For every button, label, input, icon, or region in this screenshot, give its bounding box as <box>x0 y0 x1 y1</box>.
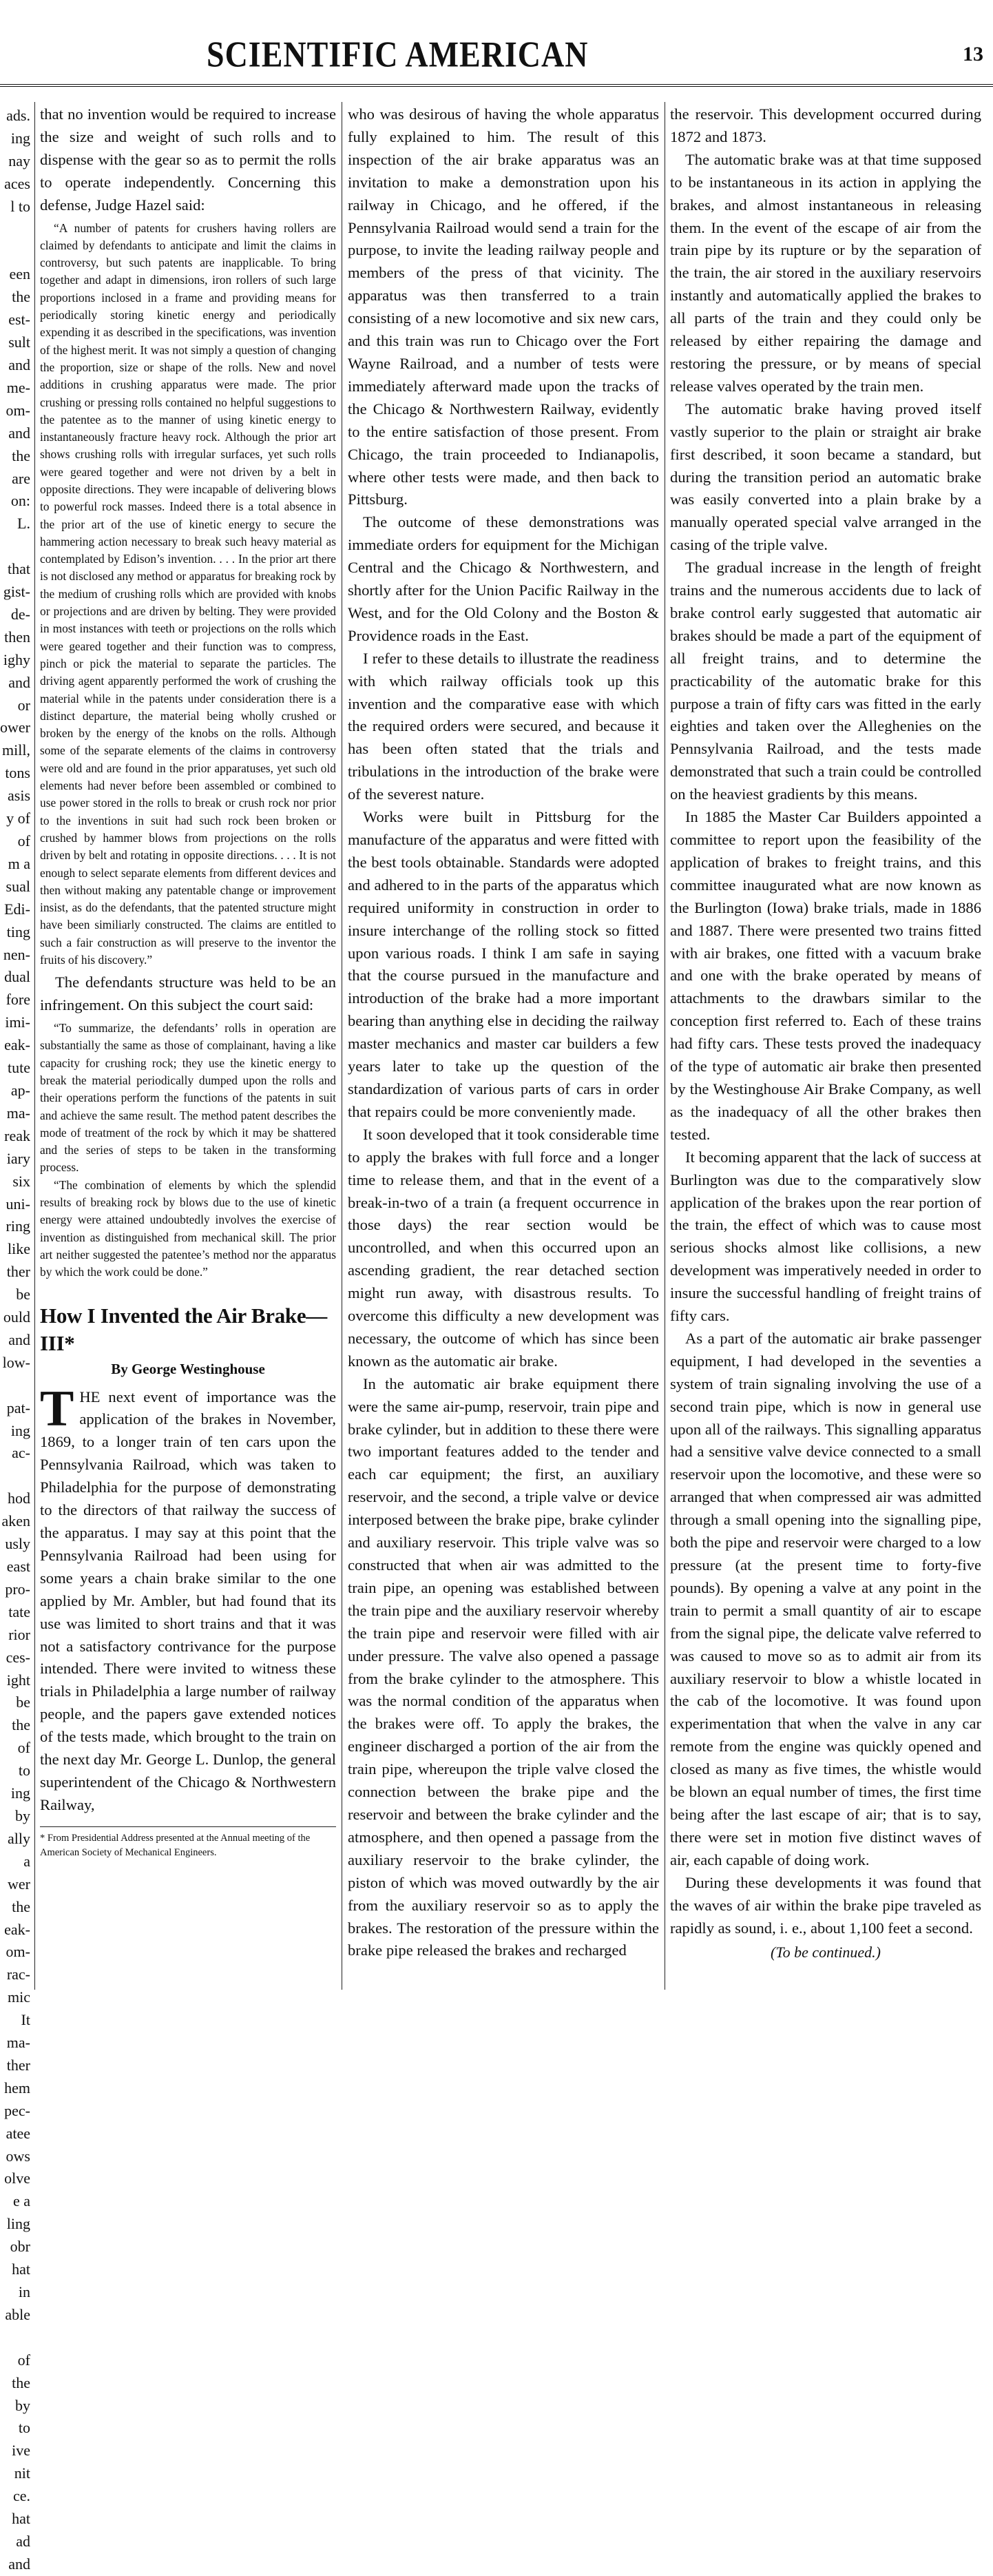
text-fragment: sult <box>8 333 30 351</box>
text-fragment: m a <box>8 854 30 872</box>
text-fragment: hat <box>12 2260 30 2278</box>
text-fragment: that <box>8 560 30 578</box>
text-fragment: om- <box>6 401 30 419</box>
paragraph: I refer to these details to illustrate the readiness with which railway officials took up this invention and the comparative ease with which the required orders were secured, and because it has been often stated that the trials and tribulations in the introduction of the brake were of the severest nature. <box>348 649 659 803</box>
paragraph: During these developments it was found that the waves of air within the brake pipe traveled as rapidly as sound, i. e., about 1,100 feet a second. <box>670 1873 981 1937</box>
text-fragment: six <box>12 1172 30 1190</box>
text-fragment: on: <box>10 492 30 510</box>
text-fragment: are <box>12 469 30 487</box>
text-fragment: aken <box>1 1512 30 1530</box>
text-fragment: mic <box>8 1988 30 2006</box>
text-fragment: wer <box>8 1875 30 1893</box>
text-fragment: It <box>21 2011 30 2029</box>
text-fragment: me- <box>6 378 30 396</box>
text-fragment: fore <box>6 991 30 1009</box>
column-1 <box>40 103 336 1991</box>
article-byline: By George Westinghouse <box>111 1360 265 1377</box>
paragraph: The automatic brake was at that time supposed to be instantaneous in its action in applying the brakes, and almost instantaneous in releasing them. In the event of the escape of air from the train pipe by its rupture or by the separation of the train, the air stored in the auxiliary reservoirs instantly and automatically applied the brakes to all parts of the train and they could only be released by either repairing the damage and restoring the pressure, or by means of special release valves operated by the train men. <box>670 150 981 395</box>
text-fragment: eak- <box>4 1920 30 1938</box>
text-fragment <box>0 1374 30 1397</box>
text-fragment: ower <box>0 719 30 736</box>
text-fragment: ap- <box>10 1081 30 1099</box>
text-fragment: ling <box>6 2215 30 2233</box>
paragraph: It becoming apparent that the lack of success at Burlington was due to the comparatively slow application of the brakes upon the rear portion of the train, the effect of which was to cause most serious shocks almost like collisions, a new development was imperatively needed in order to insure the successful handling of freight trains of fifty cars. <box>670 1148 981 1325</box>
text-fragment: ows <box>6 2147 30 2165</box>
text-fragment: ma- <box>6 2034 30 2052</box>
text-fragment: dual <box>4 968 30 986</box>
text-fragment: the <box>12 2373 30 2391</box>
text-fragment: to <box>18 2419 30 2437</box>
text-fragment: like <box>8 1240 30 1258</box>
text-fragment: usly <box>5 1535 30 1553</box>
paragraph: The outcome of these demonstrations was immediate orders for equipment for the Michigan Central and the Chicago & Northwestern, and shortly after for the Union Pacific Railway in the West, and for the Old Colony and the Boston & Providence roads in the East. <box>348 513 659 644</box>
text-fragment: be <box>16 1286 30 1304</box>
paragraph: that no invention would be required to increase the size and weight of such rolls and to dispense with the gear so as to permit the rolls to operate independently. Concerning this defense, Judge Hazel said: <box>40 105 336 214</box>
text-fragment: ces- <box>6 1648 30 1666</box>
text-fragment: hat <box>12 2510 30 2528</box>
text-fragment <box>0 218 30 241</box>
text-fragment: hem <box>4 2079 30 2096</box>
text-fragment: Edi- <box>4 900 30 918</box>
text-fragment: y of <box>6 810 30 827</box>
text-fragment: nit <box>14 2464 30 2482</box>
text-fragment: ight <box>6 1671 30 1689</box>
text-fragment: and <box>8 1330 30 1348</box>
text-fragment: and <box>8 673 30 691</box>
text-fragment: ads. <box>6 107 30 124</box>
text-fragment: ighy <box>3 650 30 668</box>
text-fragment: aces <box>4 174 30 192</box>
footnote: * From Presidential Address presented at the Annual meeting of the American Society of Mechanical Engineers. <box>40 1826 336 1860</box>
text-fragment: ring <box>6 1217 30 1235</box>
block-quote: “A number of patents for crushers having rollers are claimed by defendants to anticipate and limit the claims in controversy, but such patents are inapplicable. To bring together and adapt in dimensions, iron rollers of such large proportions inclosed in a frame and providing means for periodically storing kinetic energy and periodically expending it as described in the specifications, was invention of the highest merit. It was not simply a question of changing the proportion, size or shape of the rolls. New and novel additions in crushing apparatus were made. The prior crushing or pressing rolls contained no helpful suggestions to the patentee as to the manner of using kinetic energy to instantaneously fracture heavy rock. Although the prior art shows crushing rolls with irregular surfaces, yet such rolls were geared together and were not driven by a belt in opposite directions. They were incapable of delivering blows to powerful rock masses. Indeed there is a total absence in the prior art of the use of kinetic energy to secure the hammering action necessary to break such heavy material as contemplated by Edison’s invention. . . . In the prior art there is not disclosed any method or apparatus for breaking rock by the medium of crushing rolls which are provided with knobs or projections and are driven by belting. They were provided in most instances with teeth or projections on the rolls which were geared together and their function was to compress, pinch or pick the material to separate the particles. The driving agent apparently performed the work of crushing the material while in the patents under consideration there is a distinct departure, the material being wholly crushed or broken by the energy of the knobs on the rolls. Although some of the separate elements of the claims in controversy were old and are found in the prior apparatuses, yet such old elements had never before been assembled or combined to use power stored in the rolls to break or crush rock nor prior to the inventions in suit had such rock been broken or crushed by hammer blows from projections on the rolls driven by belt and rotating in opposite directions. . . . It is not enough to select separate elements from different devices and then without making any patentable change or improvement insist, as do the defendants, that the patented structure might have been similiarly constructed. The claims are entitled to such a fair construction as will preserve to the inventor the fruits of his discovery.” <box>40 220 336 967</box>
text-fragment <box>0 1465 30 1487</box>
paragraph: It soon developed that it took considerable time to apply the brakes with full force and a longer time to release them, and that in the event of a break-in-two of a train (a frequent occurrence in those days) the rear section would be uncontrolled, and when this occurred upon an ascending gradient, the rear detached section might run away, with disastrous results. To overcome this difficulty a new development was necessary, the outcome of which has since been known as the automatic air brake. <box>348 1125 659 1370</box>
paragraph: The gradual increase in the length of freight trains and the numerous accidents due to lack of brake control early suggested that automatic air brakes should be made a part of the equipment of all freight trains, and to determine the practicability of the automatic brake for this purpose a train of fifty cars was fitted in the early eighties and taken over the Alleghenies on the Pennsylvania Railroad, and the tests made demonstrated that such a train could be controlled on the heaviest gradients by this means. <box>670 559 981 803</box>
text-fragment: of <box>17 832 30 849</box>
text-fragment: ive <box>12 2442 30 2460</box>
text-fragment: the <box>12 446 30 464</box>
text-fragment: the <box>12 1716 30 1734</box>
text-fragment: rior <box>8 1625 30 1643</box>
paragraph: The defendants structure was held to be an infringement. On this subject the court said: <box>40 973 336 1014</box>
text-fragment: asis <box>8 787 30 805</box>
page-number: 13 <box>963 43 983 65</box>
text-fragment: by <box>15 2396 30 2414</box>
text-fragment: reak <box>4 1126 30 1144</box>
column-divider <box>34 102 35 1990</box>
text-fragment: ting <box>6 923 30 940</box>
text-fragment: tons <box>5 764 30 782</box>
text-fragment: een <box>9 265 30 283</box>
text-fragment: ould <box>3 1308 30 1326</box>
text-fragment: the <box>12 1897 30 1915</box>
article-title: How I Invented the Air Brake—III* <box>40 1303 327 1355</box>
text-fragment: ing <box>10 129 30 147</box>
text-fragment: obr <box>10 2238 30 2256</box>
text-fragment: then <box>4 628 30 646</box>
text-fragment: and <box>8 424 30 442</box>
magazine-title: SCIENTIFIC AMERICAN <box>207 34 589 74</box>
text-fragment: e a <box>12 2192 30 2210</box>
text-fragment: pec- <box>4 2101 30 2119</box>
paragraph: the reservoir. This development occurred during 1872 and 1873. <box>670 105 981 145</box>
paragraph: Works were built in Pittsburg for the manufacture of the apparatus and were fitted with the best tools obtainable. Standards were adopted and adhered to in the parts of the apparatus which required uniformity in construction in order to insure interchange of the rolling stock so fitted upon various roads. I think I am safe in saying that the course pursued in the manufacture and introduction of the brake had a more important bearing than anything else in deciding the railway master mechanics and master car builders a few years later to take up the question of the standardization of various parts of cars in order that repairs could be more conveniently made. <box>348 808 659 1120</box>
block-quote: “The combination of elements by which the splendid results of breaking rock by blows due to the use of kinetic energy were attained undoubtedly involves the exercise of invention as distinguished from mechanical skill. The prior art neither suggested the patentee’s method nor the apparatus by which the work could be done.” <box>40 1177 336 1279</box>
text-fragment: olve <box>4 2170 30 2187</box>
text-fragment: of <box>17 1739 30 1757</box>
to-be-continued: (To be continued.) <box>771 1944 881 1961</box>
text-fragment: the <box>12 288 30 306</box>
text-fragment: ad <box>16 2532 30 2550</box>
text-fragment: om- <box>6 1943 30 1961</box>
text-fragment: uni- <box>6 1195 30 1213</box>
text-fragment: and <box>8 2555 30 2573</box>
text-fragment: nay <box>8 152 30 169</box>
paragraph: who was desirous of having the whole apparatus fully explained to him. The result of this inspection of the air brake apparatus was an invitation to make a demonstration upon his railway in Chicago, and he offered, if the Pennsylvania Railroad would send a train for the purpose, to invite the leading railway people and members of the press of that vicinity. The apparatus was then transferred to a train consisting of a new locomotive and six new cars, and this train was run to Chicago over the Fort Wayne Railroad, and a number of tests were immediately afterward made upon the tracks of the Chicago & Northwestern Railway, evidently to the entire satisfaction of those present. From Chicago, the train proceeded to Indianapolis, where other tests were made, and then back to Pittsburg. <box>348 105 659 508</box>
text-fragment: to <box>18 1762 30 1780</box>
text-fragment: tute <box>8 1059 30 1077</box>
text-fragment: est- <box>8 311 30 329</box>
text-fragment: ma- <box>6 1104 30 1122</box>
text-fragment: able <box>5 2305 30 2323</box>
text-fragment: ce. <box>12 2487 30 2505</box>
text-fragment: mill, <box>2 741 30 759</box>
text-fragment: eak- <box>4 1036 30 1054</box>
text-fragment: pro- <box>5 1580 30 1598</box>
text-fragment: ing <box>10 1421 30 1439</box>
text-fragment: imi- <box>5 1013 30 1031</box>
text-fragment: hod <box>8 1490 30 1507</box>
paragraph: In 1885 the Master Car Builders appointed a committee to report upon the feasibility of the application of brakes to freight trains, and this committee inaugurated what are now known as the Burlington (Iowa) brake trials, made in 1886 and 1887. There were presented two trains fitted with air brakes, one fitted with a vacuum brake and one with the brake operated by means of attachments to the drawbars similar to the conception first referred to. Each of these trains had fifty cars. These tests proved the inadequacy of the type of automatic air brake then presented by the Westinghouse Air Brake Company, as well as the inadequacy of all the other brakes then tested. <box>670 808 981 1143</box>
text-fragment: ally <box>8 1829 30 1847</box>
column-3 <box>670 103 981 1991</box>
text-fragment: tate <box>8 1603 30 1620</box>
lead-text: HE next event of importance was the application of the brakes in November, 1869, to a longer train of ten cars upon the Pennsylvania Railroad, which was taken to Philadelphia for the purpose of demonstrating to the directors of that railway the success of the apparatus. I may say at this point that the Pennsylvania Railroad had been using for some years a chain brake similar to the one applied by Mr. Ambler, but had found that its use was limited to short trains and that it was not a satisfactory contrivance for the purpose intended. There were invited to witness these trials in Philadelphia a large number of railway people, and the papers gave extended notices of the tests made, which brought to the train on the next day Mr. George L. Dunlop, the general superintendent of the Chicago & Northwestern Railway, <box>40 1388 336 1813</box>
text-fragment: ther <box>6 2056 30 2074</box>
page-header <box>0 0 993 86</box>
text-fragment: rac- <box>6 1966 30 1983</box>
text-fragment: atee <box>6 2124 30 2142</box>
text-fragment: low- <box>2 1353 30 1371</box>
text-fragment: in <box>18 2283 30 2300</box>
text-fragment: sual <box>6 877 30 895</box>
text-fragment <box>0 240 30 263</box>
text-fragment: gist- <box>3 583 30 601</box>
column-2 <box>348 103 659 1991</box>
paragraph: As a part of the automatic air brake passenger equipment, I had developed in the seventies a system of train signaling involving the use of a second train pipe, which is now in general use upon all of the railways. This signalling apparatus had a sensitive valve device connected to a small reservoir upon the locomotive, and these were so arranged that when compressed air was admitted through a small opening into the signalling pipe, both the pipe and reservoir were charged to a low pressure (at the present time to forty-five pounds). By opening a valve at any point in the train to permit a small quantity of air to escape from the signal pipe, the delicate valve referred to was caused to move so as to admit air from its auxiliary reservoir to blow a whistle located in the cab of the locomotive. It was found upon experimentation that when the valve in any car remote from the engine was quickly opened and closed as many as five times, the whistle would be blown an equal number of times, the first time being after the last escape of air; that is to say, there were set in motion five distinct waves of air, each capable of doing work. <box>670 1329 981 1868</box>
text-fragment <box>0 2327 30 2349</box>
text-fragment: or <box>17 696 30 714</box>
text-fragment: ther <box>6 1263 30 1281</box>
text-fragment <box>0 535 30 558</box>
text-fragment: and <box>8 356 30 373</box>
text-fragment: east <box>6 1558 30 1575</box>
text-fragment: ac- <box>12 1444 30 1462</box>
text-fragment: de- <box>10 605 30 623</box>
text-fragment: pat- <box>6 1399 30 1416</box>
text-fragment: iary <box>6 1149 30 1167</box>
paragraph: The automatic brake having proved itself vastly superior to the plain or straight air brake first described, it soon became a standard, but during the transition period an automatic brake was easily converted into a plain brake by a manually operated special valve arranged in the casing of the triple valve. <box>670 400 981 554</box>
text-fragment: l to <box>10 197 30 215</box>
drop-cap: T <box>40 1380 74 1437</box>
text-fragment: of <box>17 2351 30 2369</box>
text-fragment: by <box>15 1806 30 1824</box>
text-fragment: ing <box>10 1784 30 1802</box>
previous-column-fragment <box>0 105 30 2573</box>
text-fragment: L. <box>17 515 30 533</box>
text-fragment: nen- <box>3 945 30 963</box>
text-fragment: be <box>16 1693 30 1711</box>
paragraph: In the automatic air brake equipment there were the same air-pump, reservoir, train pipe and brake cylinder, but in addition to these there were two important features added to the tender and each car equipment; the first, an auxiliary reservoir, and the second, a triple valve or device interposed between the brake pipe, brake cylinder and auxiliary reservoir. This triple valve was so constructed that when air was admitted to the train pipe, an opening was established between the train pipe and the auxiliary reservoir whereby the train pipe and reservoir were filled with air under pressure. The valve also opened a passage from the brake cylinder to the atmosphere. This was the normal condition of the apparatus when the brakes were off. To apply the brakes, the engineer discharged a portion of the air from the train pipe, whereupon the triple valve closed the connection between the brake pipe and the reservoir and between the brake cylinder and the atmosphere, and then opened a passage from the auxiliary reservoir to the brake cylinder, the piston of which was moved outwardly by the air from the auxiliary reservoir so as to apply the brakes. The restoration of the pressure within the brake pipe released the brakes and recharged <box>348 1374 659 1959</box>
article-lead-paragraph <box>40 1380 336 1817</box>
header-rule <box>0 84 993 87</box>
block-quote: “To summarize, the defendants’ rolls in operation are substantially the same as those of complainant, having a like capacity for crushing rock; they use the kinetic energy to break the material periodically dumped upon the rolls and their operations perform the functions of the patents in suit and achieve the same result. The method patent describes the mode of treatment of the rock by which it may be shattered and the series of steps to be taken in the transforming process. <box>40 1021 336 1175</box>
text-fragment: a <box>23 1852 30 1870</box>
